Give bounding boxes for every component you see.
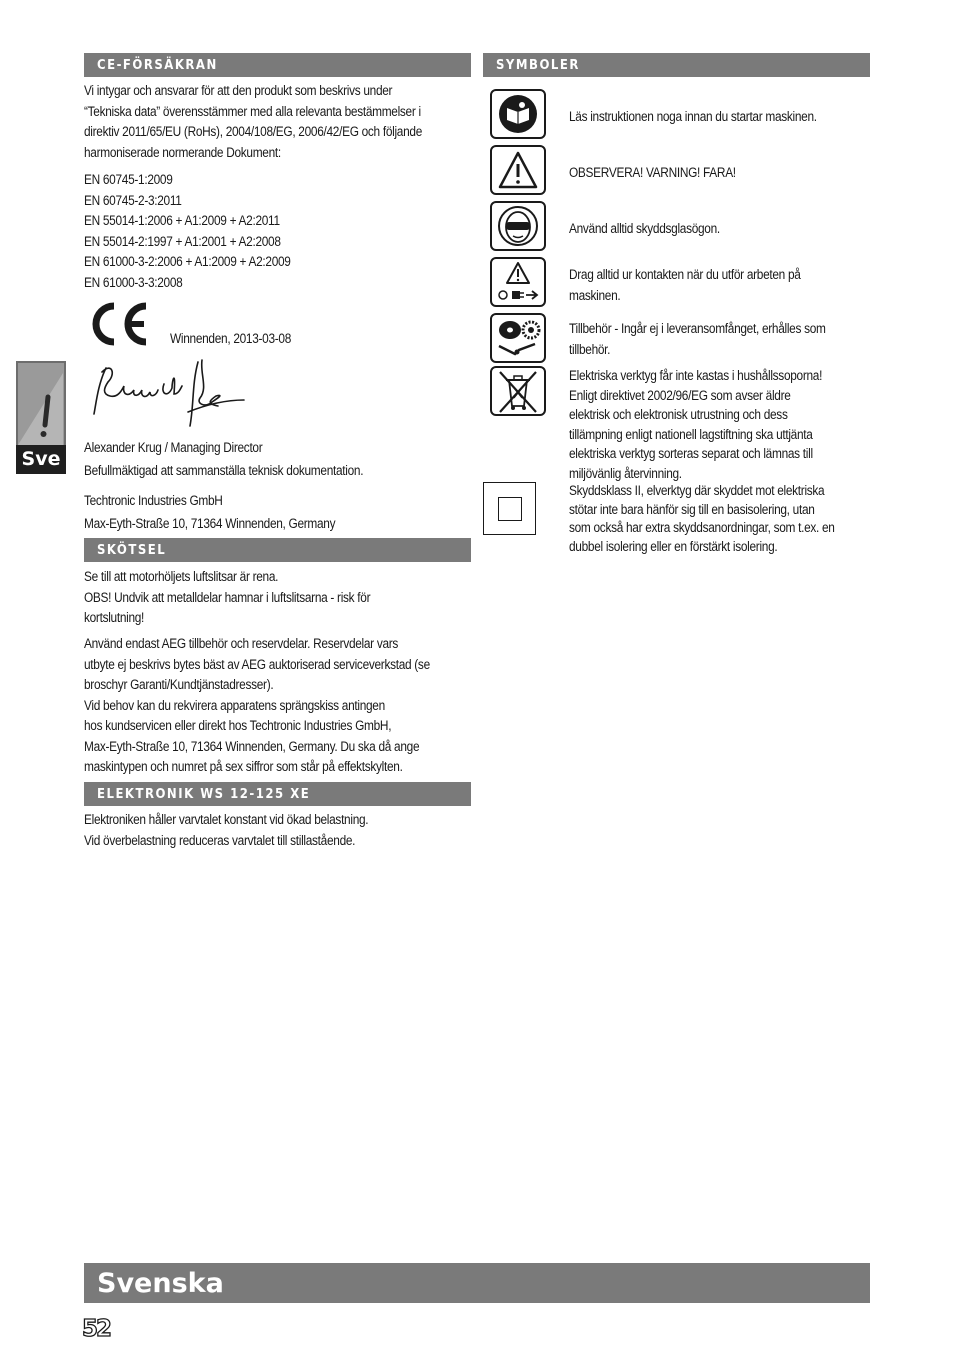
electronics-header: ELEKTRONIK WS 12-125 XE [84, 782, 471, 806]
warning-triangle-icon [18, 363, 64, 445]
ce-company: Techtronic Industries GmbH [84, 493, 223, 508]
ce-place-date: Winnenden, 2013-03-08 [170, 331, 292, 346]
ce-standards-list: EN 60745-1:2009 EN 60745-2-3:2011 EN 55014-1:2006 + A1:2009 + A2:2011 EN 55014-2:1997 + A1:2001 + A2:2008 EN 61000-3-2:2006 + A1:2009 + A2:2009 EN 61000-3-3:2008 [84, 172, 291, 290]
warning-icon [490, 145, 546, 195]
ce-declaration-header: CE-FÖRSÄKRAN [84, 53, 471, 77]
page-number: 52 [82, 1316, 111, 1342]
language-code: Sve [16, 445, 66, 474]
care-paragraph-1: Se till att motorhöljets luftslitsar är rena. OBS! Undvik att metalldelar hamnar i luftslitsarna - risk för kortslutning! [84, 569, 371, 625]
symbol-text-read-manual: Läs instruktionen noga innan du startar maskinen. [569, 109, 817, 124]
language-footer-bar: Svenska [84, 1263, 870, 1303]
symbols-header: SYMBOLER [483, 53, 870, 77]
safety-goggles-icon [490, 201, 546, 251]
ce-signer: Alexander Krug / Managing Director [84, 440, 263, 455]
class-ii-icon [483, 482, 536, 535]
symbol-text-unplug: Drag alltid ur kontakten när du utför arbeten på maskinen. [569, 267, 801, 303]
symbol-text-weee: Elektriska verktyg får inte kastas i hushållssoporna! Enligt direktivet 2002/96/EG som avser äldre elektrisk och elektronisk utrustning och dess tillämpning enligt nationell lagstiftning ska uttjänta elektriska verktyg sorteras separat och lämnas till miljövänlig återvinning. [569, 368, 823, 481]
unplug-warning-icon [490, 257, 546, 307]
ce-intro-text: Vi intygar och ansvarar för att den produkt som beskrivs under “Tekniska data” överensstämmer med alla relevanta bestämmelser i direktiv 2011/65/EU (RoHs), 2004/108/EG, 2006/42/EG och följande harmoniserade normerande Dokument: [84, 83, 423, 160]
ce-mark [86, 300, 152, 348]
care-header: SKÖTSEL [84, 538, 471, 562]
weee-bin-icon [490, 366, 546, 416]
symbol-text-goggles: Använd alltid skyddsglasögon. [569, 221, 720, 236]
electronics-text: Elektroniken håller varvtalet konstant vid ökad belastning. Vid överbelastning reduceras varvtalet till stillastående. [84, 812, 369, 848]
symbol-text-warning: OBSERVERA! VARNING! FARA! [569, 165, 736, 180]
ce-address: Max-Eyth-Straße 10, 71364 Winnenden, Germany [84, 516, 336, 531]
language-tab [16, 361, 66, 474]
ce-authorized-text: Befullmäktigad att sammanställa teknisk dokumentation. [84, 463, 364, 478]
read-manual-icon [490, 89, 546, 139]
signature-image [88, 354, 248, 438]
symbol-text-class-ii: Skyddsklass II, elverktyg där skyddet mot elektriska stötar inte bara hänför sig till en basisolering, utan som också har extra skyddsanordningar, som t.ex. en dubbel isolering eller en förstärkt isolering. [569, 483, 835, 555]
accessory-icon [490, 313, 546, 363]
care-paragraph-2: Använd endast AEG tillbehör och reservdelar. Reservdelar vars utbyte ej beskrivs bytes bäst av AEG auktoriserad serviceverkstad (se broschyr Garanti/Kundtjänstadresser). Vid behov kan du rekvirera apparatens sprängskiss antingen hos kundservicen eller direkt hos Techtronic Industries GmbH, Max-Eyth-Straße 10, 71364 Winnenden, Germany. Du ska då ange maskintypen och numret på sex siffror som står på effektskylten. [84, 636, 430, 774]
symbol-text-accessory: Tillbehör - Ingår ej i leveransomfånget, erhålles som tillbehör. [569, 321, 826, 357]
